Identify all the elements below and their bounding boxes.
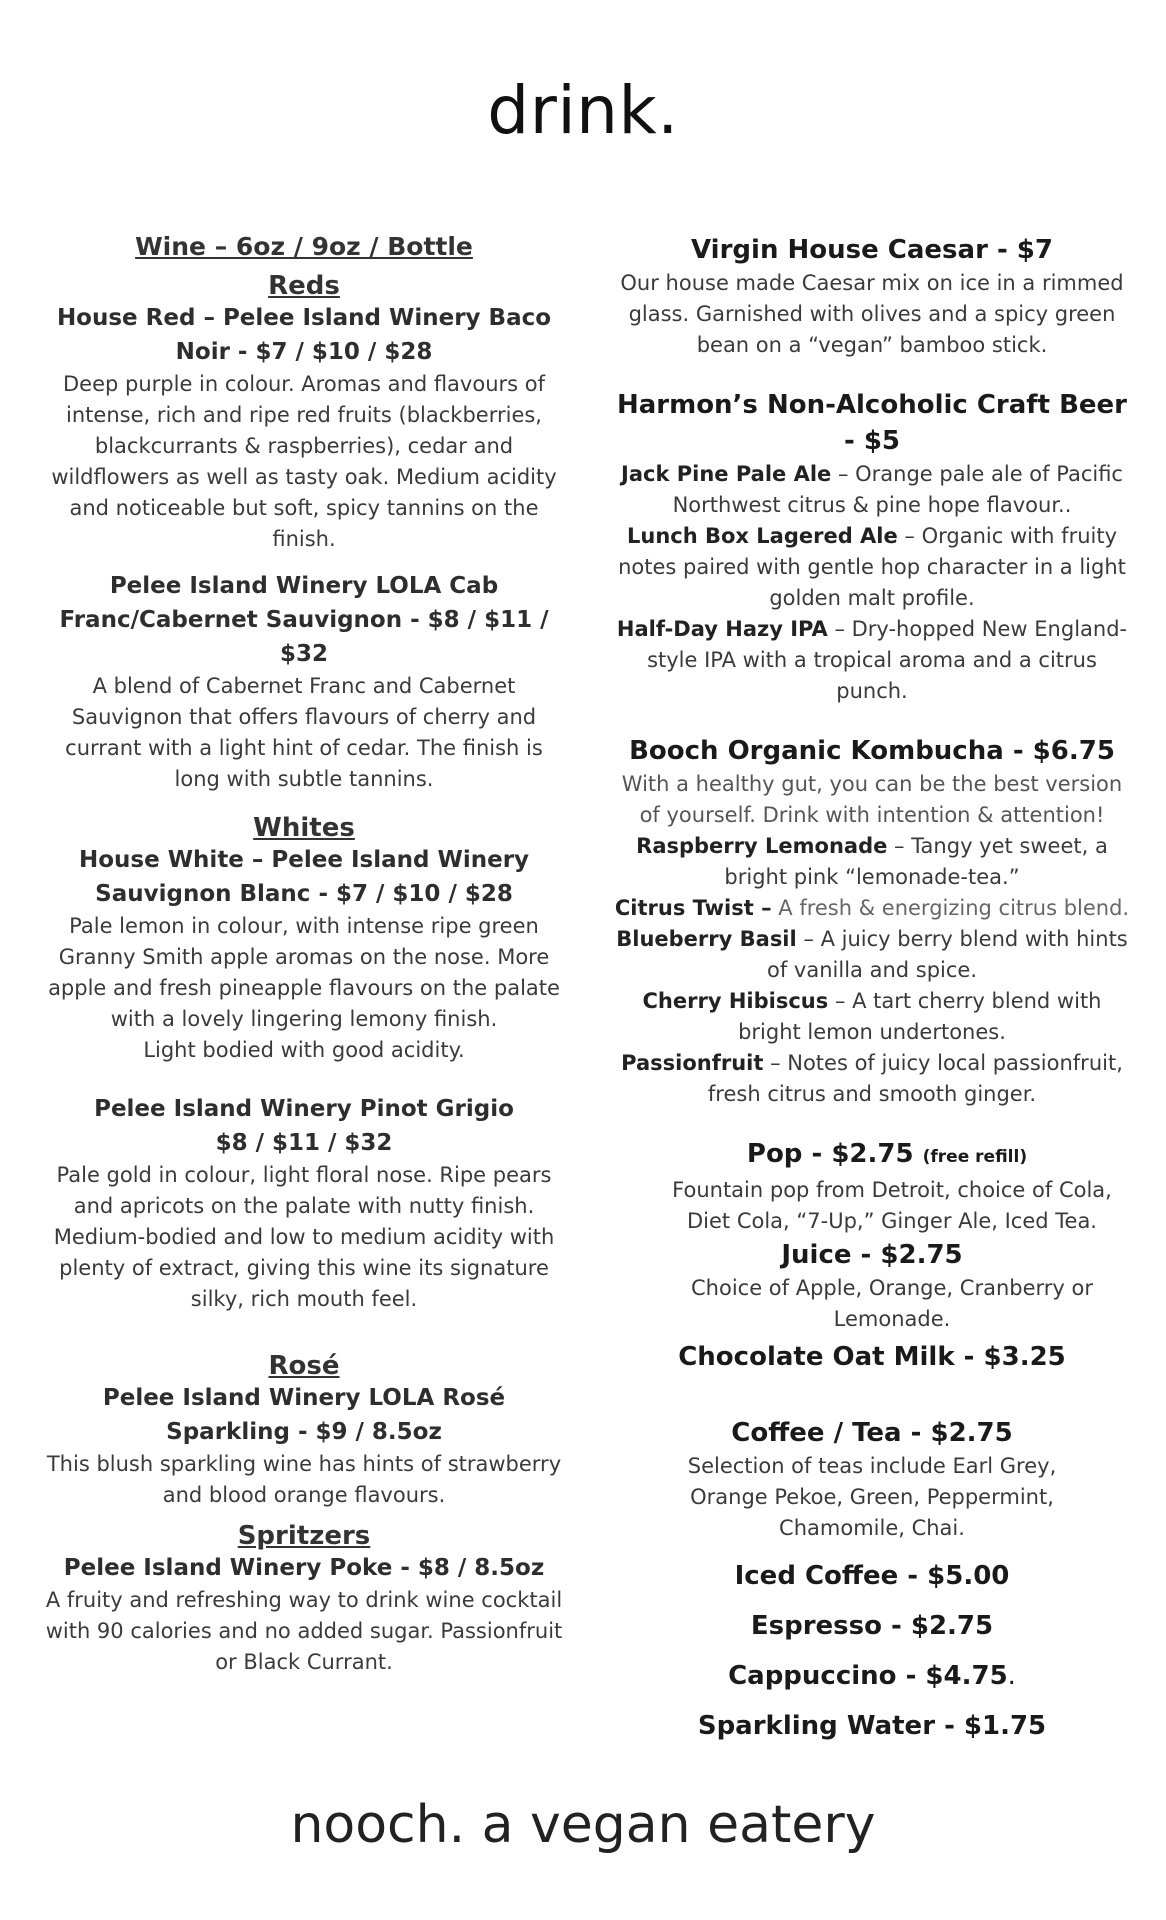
- coffee-desc: Selection of teas include Earl Grey, Orange Pekoe, Green, Peppermint, Chamomile, Chai.: [687, 1454, 1057, 1540]
- beer-item: [612, 614, 1132, 707]
- rose-desc: This blush sparkling wine has hints of strawberry and blood orange flavours.: [46, 1452, 562, 1507]
- wine-header: Wine – 6oz / 9oz / Bottle: [135, 232, 473, 261]
- booch-desc: With a healthy gut, you can be the best version of yourself. Drink with intention & attention!: [621, 772, 1123, 827]
- house-white-desc: Pale lemon in colour, with intense ripe green Granny Smith apple aromas on the nose. More apple and fresh pineapple flavours on the palate with a lovely lingering lemony finish.: [48, 914, 560, 1031]
- coffee-title: Coffee / Tea - $2.75: [731, 1418, 1013, 1448]
- caesar-desc: Our house made Caesar mix on ice in a rimmed glass. Garnished with olives and a spicy green bean on a “vegan” bamboo stick.: [620, 271, 1124, 357]
- beer-name: Half-Day Hazy IPA: [616, 617, 828, 641]
- booch-title: Booch Organic Kombucha - $6.75: [629, 736, 1115, 766]
- beer-desc: – Dry-hopped New England-style IPA with a tropical aroma and a citrus punch.: [647, 617, 1128, 703]
- flavour-desc: – Notes of juicy local passionfruit, fresh citrus and smooth ginger.: [707, 1051, 1123, 1106]
- beer-name: Lunch Box Lagered Ale: [626, 524, 898, 548]
- flavour-name: Blueberry Basil: [616, 927, 797, 951]
- booch-flavour: [612, 924, 1132, 986]
- sparkling-water: Sparkling Water - $1.75: [697, 1711, 1047, 1741]
- flavour-desc: – Tangy yet sweet, a bright pink “lemonade-tea.”: [724, 834, 1108, 889]
- beer-title: Harmon’s Non-Alcoholic Craft Beer - $5: [616, 390, 1128, 456]
- pop-title-row: [612, 1136, 1132, 1175]
- booch-flavour-list: [612, 831, 1132, 1110]
- pinot-price: $8 / $11 / $32: [215, 1130, 393, 1156]
- espresso: Espresso - $2.75: [750, 1611, 994, 1641]
- poke-title: Pelee Island Winery Poke - $8 / 8.5oz: [63, 1555, 545, 1581]
- cappuccino: Cappuccino - $4.75: [728, 1661, 1008, 1691]
- beer-name: Jack Pine Pale Ale: [621, 462, 832, 486]
- oatmilk-title: Chocolate Oat Milk - $3.25: [678, 1342, 1066, 1372]
- booch-flavour: [612, 986, 1132, 1048]
- pinot-title: Pelee Island Winery Pinot Grigio: [94, 1096, 514, 1122]
- whites-header: Whites: [253, 813, 355, 843]
- flavour-name: Raspberry Lemonade: [636, 834, 888, 858]
- juice-title: Juice - $2.75: [781, 1240, 963, 1270]
- booch-flavour: [612, 831, 1132, 893]
- iced-coffee: Iced Coffee - $5.00: [734, 1561, 1010, 1591]
- pop-note: (free refill): [922, 1147, 1028, 1167]
- page-title: drink.: [487, 72, 679, 149]
- lola-cab-title: Pelee Island Winery LOLA Cab Franc/Cabernet Sauvignon - $8 / $11 / $32: [59, 573, 549, 667]
- flavour-name: Citrus Twist –: [614, 896, 772, 920]
- footer-brand: nooch. a vegan eatery: [290, 1795, 876, 1855]
- rose-title: Pelee Island Winery LOLA Rosé Sparkling - $9 / 8.5oz: [102, 1385, 506, 1445]
- wine-column: [44, 232, 564, 1678]
- house-white-desc-2: Light bodied with good acidity.: [143, 1038, 465, 1062]
- pop-desc: Fountain pop from Detroit, choice of Cola, Diet Cola, “7-Up,” Ginger Ale, Iced Tea.: [672, 1178, 1112, 1233]
- beer-item: [612, 459, 1132, 521]
- poke-desc: A fruity and refreshing way to drink wine cocktail with 90 calories and no added sugar. Passionfruit or Black Currant.: [45, 1588, 563, 1674]
- drinks-column: [612, 232, 1132, 1744]
- booch-flavour: [612, 1048, 1132, 1110]
- flavour-desc: – A juicy berry blend with hints of vanilla and spice.: [767, 927, 1128, 982]
- booch-flavour: [612, 893, 1132, 924]
- beer-desc: – Organic with fruity notes paired with gentle hop character in a light golden malt profile.: [618, 524, 1126, 610]
- beer-list: [612, 459, 1132, 707]
- rose-header: Rosé: [268, 1351, 340, 1381]
- flavour-name: Cherry Hibiscus: [642, 989, 829, 1013]
- house-red-desc: Deep purple in colour. Aromas and flavours of intense, rich and ripe red fruits (blackberries, blackcurrants & raspberries), cedar and wildflowers as well as tasty oak. Medium acidity and noticeable but soft, spicy tannins on the finish.: [51, 372, 557, 551]
- reds-header: Reds: [268, 271, 340, 301]
- flavour-name: Passionfruit: [621, 1051, 764, 1075]
- lola-cab-desc: A blend of Cabernet Franc and Cabernet Sauvignon that offers flavours of cherry and currant with a light hint of cedar. The finish is long with subtle tannins.: [65, 674, 543, 791]
- flavour-desc: – A tart cherry blend with bright lemon undertones.: [738, 989, 1102, 1044]
- beer-item: [612, 521, 1132, 614]
- house-white-title: House White – Pelee Island Winery Sauvignon Blanc - $7 / $10 / $28: [78, 847, 530, 907]
- juice-desc: Choice of Apple, Orange, Cranberry or Lemonade.: [691, 1276, 1093, 1331]
- house-red-title: House Red – Pelee Island Winery Baco Noir - $7 / $10 / $28: [56, 305, 552, 365]
- cappuccino-row: [612, 1658, 1132, 1694]
- beer-desc: – Orange pale ale of Pacific Northwest citrus & pine hope flavour..: [672, 462, 1123, 517]
- caesar-title: Virgin House Caesar - $7: [691, 235, 1053, 265]
- cappuccino-dot: .: [1007, 1661, 1016, 1691]
- pop-title: Pop - $2.75: [746, 1139, 914, 1169]
- spritzers-header: Spritzers: [237, 1521, 371, 1551]
- pinot-desc: Pale gold in colour, light floral nose. Ripe pears and apricots on the palate with nutty finish. Medium-bodied and low to medium acidity with plenty of extract, giving this wine its signature silky, rich mouth feel.: [53, 1163, 555, 1311]
- flavour-desc: A fresh & energizing citrus blend.: [771, 896, 1130, 920]
